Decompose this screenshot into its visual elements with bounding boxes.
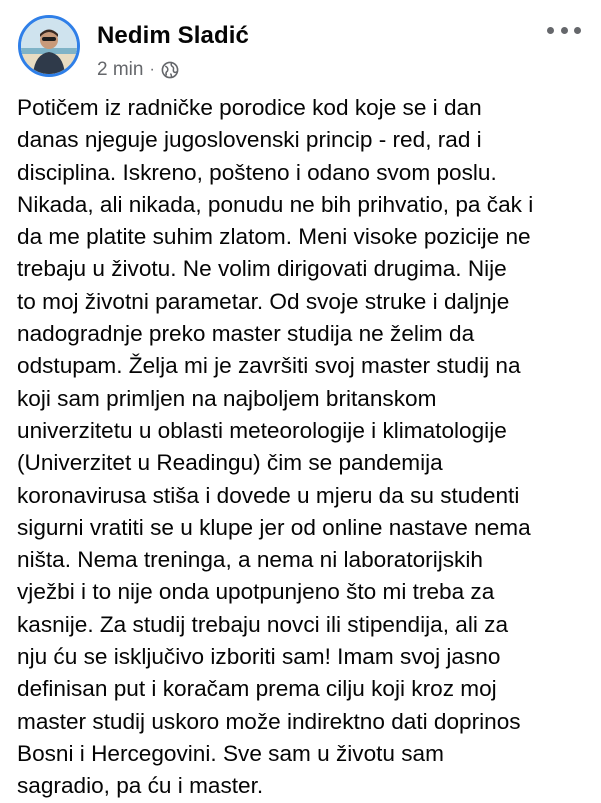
- globe-icon[interactable]: [161, 61, 179, 79]
- post-text-line: (Univerzitet u Readingu) čim se pandemija: [17, 450, 443, 476]
- post-text-line: ništa. Nema treninga, a nema ni laboratorijskih: [17, 547, 483, 573]
- post-text-line: koronavirusa stiša i dovede u mjeru da su studenti: [17, 482, 520, 508]
- post-text: [17, 92, 589, 803]
- more-dot: [561, 27, 568, 34]
- post-text-line: Potičem iz radničke porodice kod koje se i dan: [17, 95, 482, 120]
- post-text-line: sagradio, pa ću i master.: [17, 773, 264, 799]
- post-text-line: disciplina. Iskreno, pošteno i odano svom poslu.: [17, 159, 497, 185]
- post-meta: [97, 58, 179, 82]
- post-text-line: Bosni i Hercegovini. Sve sam u životu sam: [17, 740, 444, 766]
- post-text-line: trebaju u životu. Ne volim dirigovati drugima. Nije: [17, 256, 507, 282]
- post-text-line: nadogradnje preko master studija ne želim da: [17, 321, 475, 347]
- post-text-line: odstupam. Želja mi je završiti svoj master studij na: [17, 353, 521, 379]
- post-text-line: to moj životni parametar. Od svoje struke i daljnje: [17, 288, 510, 314]
- post-text-line: definisan put i koračam prema cilju koji kroz moj: [17, 676, 497, 702]
- post-text-line: Nikada, ali nikada, ponudu ne bih prihvatio, pa čak i: [17, 191, 534, 217]
- post-time[interactable]: 2 min: [97, 59, 144, 80]
- post-text-line: kasnije. Za studij trebaju novci ili stipendija, ali za: [17, 611, 509, 637]
- meta-separator: ·: [149, 61, 155, 78]
- post-text-line: da me platite suhim zlatom. Meni visoke pozicije ne: [17, 224, 531, 250]
- post-text-line: danas njeguje jugoslovenski princip - red, rad i: [17, 127, 482, 153]
- post-text-line: vježbi i to nije onda upotpunjeno što mi treba za: [17, 579, 495, 605]
- post-text-line: sigurni vratiti se u klupe jer od online nastave nema: [17, 514, 531, 540]
- more-dot: [574, 27, 581, 34]
- avatar-photo: [21, 18, 77, 74]
- post-text-line: master studij uskoro može indirektno dati doprinos: [17, 708, 521, 734]
- more-options-icon[interactable]: [547, 20, 581, 40]
- post-text-line: koji sam primljen na najboljem britanskom: [17, 385, 437, 411]
- post-text-line: univerzitetu u oblasti meteorologije i klimatologije: [17, 417, 507, 443]
- more-dot: [547, 27, 554, 34]
- post-text-line: nju ću se isključivo izboriti sam! Imam svoj jasno: [17, 644, 501, 670]
- author-name[interactable]: Nedim Sladić: [97, 22, 249, 49]
- avatar[interactable]: [18, 15, 80, 77]
